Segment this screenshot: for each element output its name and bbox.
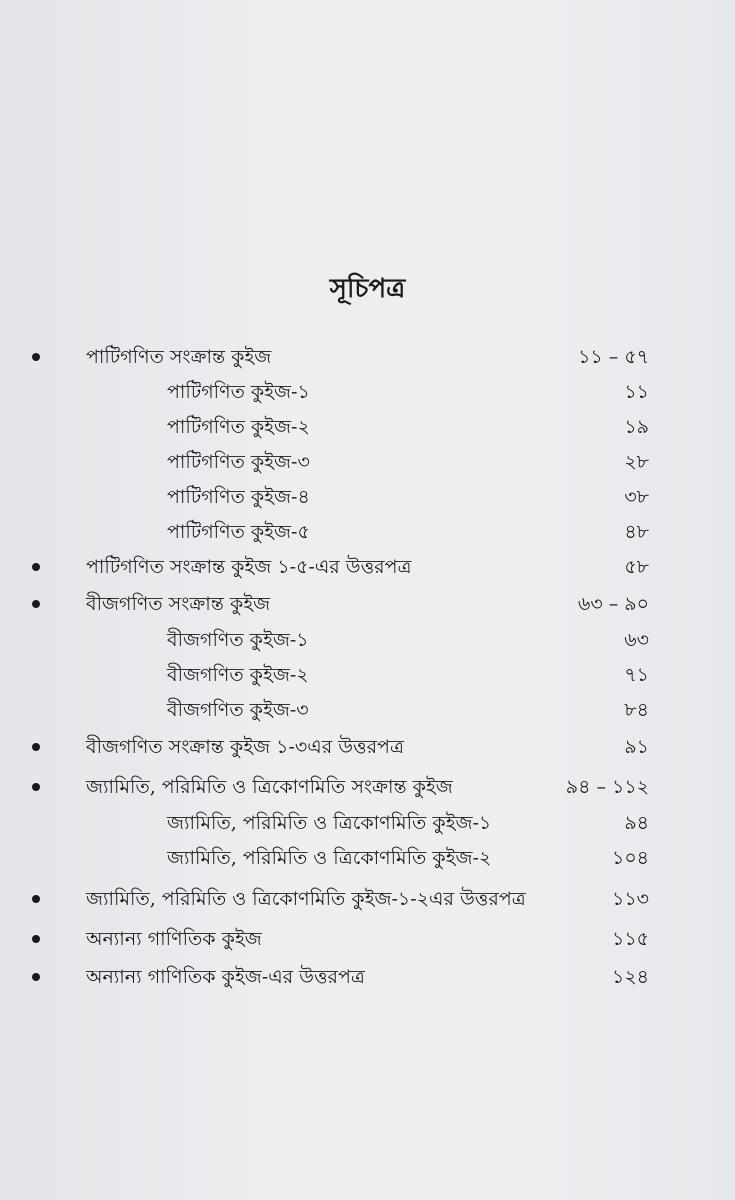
bullet-icon xyxy=(32,895,40,903)
toc-subentry xyxy=(0,841,735,875)
bullet-icon xyxy=(32,563,40,571)
toc-entry-label: পাটিগণিত কুইজ-৩ xyxy=(167,451,310,473)
toc-entry-label: পাটিগণিত সংক্রান্ত কুইজ ১-৫-এর উত্তরপত্র xyxy=(86,556,412,578)
toc-entry xyxy=(0,587,735,621)
toc-entry-label: অন্যান্য গাণিতিক কুইজ xyxy=(86,928,262,950)
toc-entry-pages: ৩৮ xyxy=(624,486,649,508)
toc-entry-pages: ১১ xyxy=(624,381,649,403)
toc-entry-label: পাটিগণিত কুইজ-৫ xyxy=(167,521,310,543)
toc-entry-label: অন্যান্য গাণিতিক কুইজ-এর উত্তরপত্র xyxy=(86,966,365,988)
toc-entry-pages: ৯৪ – ১১২ xyxy=(565,776,649,798)
toc-subentry xyxy=(0,480,735,514)
bullet-icon xyxy=(32,600,40,608)
toc-entry-label: বীজগণিত কুইজ-৩ xyxy=(167,699,309,721)
toc-entry-label: জ্যামিতি, পরিমিতি ও ত্রিকোণমিতি কুইজ-২ xyxy=(167,847,492,869)
toc-entry-label: বীজগণিত সংক্রান্ত কুইজ ১-৩এর উত্তরপত্র xyxy=(86,736,404,758)
toc-entry-pages: ৫৮ xyxy=(624,556,649,578)
toc-entry-pages: ১১ – ৫৭ xyxy=(578,346,649,368)
toc-entry-label: পাটিগণিত কুইজ-৪ xyxy=(167,486,310,508)
toc-subentry xyxy=(0,445,735,479)
toc-entry-pages: ৭১ xyxy=(624,664,649,686)
bullet-icon xyxy=(32,353,40,361)
toc-entry-label: পাটিগণিত কুইজ-১ xyxy=(167,381,310,403)
toc-entry xyxy=(0,882,735,916)
toc-entry-pages: ৮৪ xyxy=(624,699,649,721)
toc-entry-pages: ১২৪ xyxy=(611,966,649,988)
toc-entry xyxy=(0,922,735,956)
toc-entry-label: জ্যামিতি, পরিমিতি ও ত্রিকোণমিতি কুইজ-১ xyxy=(167,812,492,834)
toc-entry-pages: ১১৫ xyxy=(612,928,649,950)
bullet-icon xyxy=(32,973,40,981)
toc-entry-label: জ্যামিতি, পরিমিতি ও ত্রিকোণমিতি সংক্রান্ত কুইজ xyxy=(86,776,453,798)
toc-subentry xyxy=(0,623,735,657)
toc-subentry xyxy=(0,806,735,840)
bullet-icon xyxy=(32,783,40,791)
toc-entry-label: পাটিগণিত কুইজ-২ xyxy=(167,416,310,438)
toc-entry-pages: ৬৩ xyxy=(624,629,649,651)
page-title: সূচিপত্র xyxy=(329,274,406,304)
bullet-icon xyxy=(32,935,40,943)
toc-entry-label: জ্যামিতি, পরিমিতি ও ত্রিকোণমিতি কুইজ-১-২এর উত্তরপত্র xyxy=(86,888,526,910)
toc-subentry xyxy=(0,515,735,549)
toc-subentry xyxy=(0,693,735,727)
toc-subentry xyxy=(0,410,735,444)
bullet-icon xyxy=(32,743,40,751)
toc-entry-pages: ১১৩ xyxy=(611,888,649,910)
toc-entry-pages: ৯৪ xyxy=(624,812,649,834)
toc-subentry xyxy=(0,658,735,692)
toc-entry-label: পাটিগণিত সংক্রান্ত কুইজ xyxy=(86,346,272,368)
toc-entry-label: বীজগণিত কুইজ-১ xyxy=(167,629,309,651)
toc-entry-label: বীজগণিত সংক্রান্ত কুইজ xyxy=(86,593,271,615)
toc-entry-pages: ১৯ xyxy=(624,416,649,438)
toc-entry xyxy=(0,730,735,764)
toc-entry xyxy=(0,550,735,584)
toc-entry-pages: ৬৩ – ৯০ xyxy=(578,593,649,615)
toc-entry-label: বীজগণিত কুইজ-২ xyxy=(167,664,309,686)
toc-entry-pages: ৯১ xyxy=(624,736,649,758)
toc-entry-pages: ১০৪ xyxy=(611,847,649,869)
toc-subentry xyxy=(0,375,735,409)
toc-entry xyxy=(0,340,735,374)
toc-entry-pages: ২৮ xyxy=(624,451,649,473)
toc-entry xyxy=(0,960,735,994)
toc-entry-pages: ৪৮ xyxy=(624,521,649,543)
toc-entry xyxy=(0,770,735,804)
